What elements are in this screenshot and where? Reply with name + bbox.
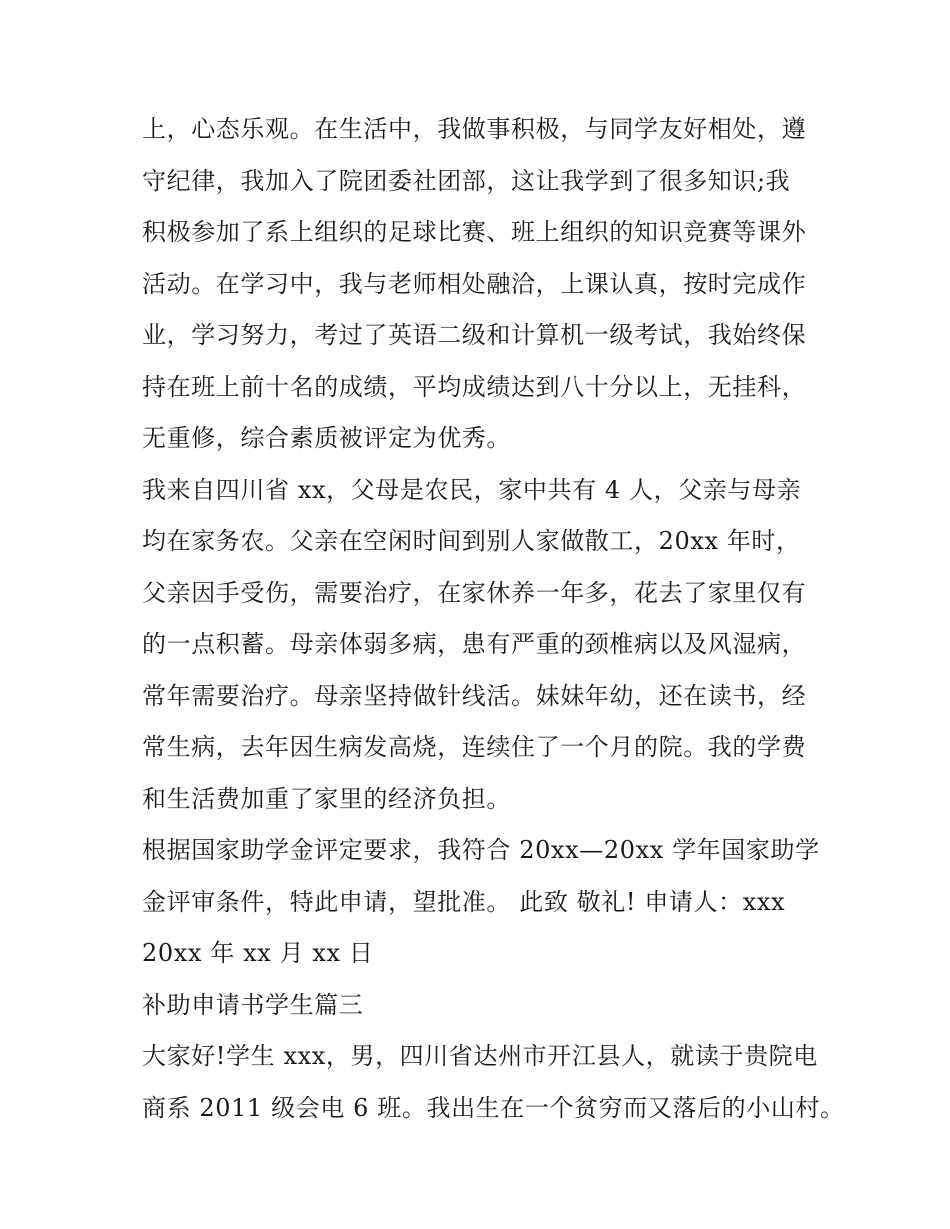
text-line: 上，心态乐观。在生活中，我做事积极，与同学友好相处，遵 (142, 115, 807, 143)
text-line: 我来自四川省 xx，父母是农民，家中共有 4 人，父亲与母亲 (142, 475, 802, 504)
text-line: 常生病，去年因生病发高烧，连续住了一个月的院。我的学费 (142, 733, 807, 761)
paragraph-personal-conduct (142, 104, 822, 465)
text-line: 金评审条件，特此申请，望批准。 此致 敬礼! 申请人：xxx (142, 887, 786, 916)
text-line: 大家好!学生 xxx，男，四川省达州市开江县人，就读于贵院电 (142, 1042, 818, 1070)
text-line: 的一点积蓄。母亲体弱多病，患有严重的颈椎病以及风湿病， (142, 630, 807, 658)
text-line: 常年需要治疗。母亲坚持做针线活。妹妹年幼，还在读书，经 (142, 681, 807, 710)
text-line: 守纪律，我加入了院团委社团部，这让我学到了很多知识;我 (142, 166, 791, 195)
paragraph-introduction (142, 1031, 845, 1134)
paragraph-family-situation (142, 465, 822, 826)
text-line: 和生活费加重了家里的经济负担。 (142, 784, 511, 813)
document-body (142, 104, 845, 1134)
heading-line: 补助申请书学生篇三 (142, 990, 364, 1019)
text-line: 持在班上前十名的成绩，平均成绩达到八十分以上，无挂科， (142, 372, 807, 401)
text-line: 商系 2011 级会电 6 班。我出生在一个贫穷而又落后的小山村。 (142, 1093, 845, 1122)
text-line: 业，学习努力，考过了英语二级和计算机一级考试，我始终保 (142, 321, 807, 349)
text-line: 均在家务农。父亲在空闲时间到别人家做散工，20xx 年时， (142, 527, 801, 555)
text-line: 无重修，综合素质被评定为优秀。 (142, 424, 511, 452)
date-line: 20xx 年 xx 月 xx 日 (142, 939, 374, 967)
text-line: 父亲因手受伤，需要治疗，在家休养一年多，花去了家里仅有 (142, 578, 807, 607)
paragraph-application-closing (142, 825, 822, 980)
text-line: 积极参加了系上组织的足球比赛、班上组织的知识竞赛等课外 (142, 218, 807, 246)
text-line: 根据国家助学金评定要求，我符合 20xx—20xx 学年国家助学 (142, 836, 820, 864)
section-heading (142, 980, 822, 1032)
text-line: 活动。在学习中，我与老师相处融洽，上课认真，按时完成作 (142, 269, 807, 298)
